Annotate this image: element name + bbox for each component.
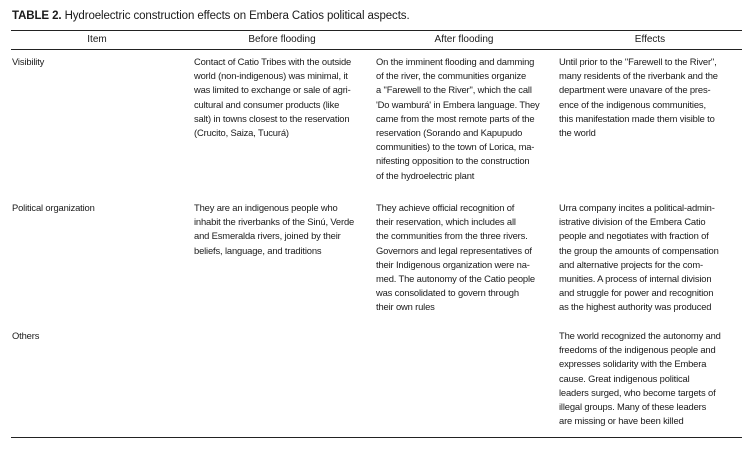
table-caption-text: Hydroelectric construction effects on Embera Catios political aspects. — [61, 10, 410, 22]
table-bottom-rule — [11, 437, 742, 438]
header-after-flooding: After flooding — [434, 34, 494, 45]
header-rule — [11, 49, 742, 50]
row-others-item: Others — [12, 330, 40, 341]
row-others-effects: The world recognized the autonomy and freedoms of the indigenous people and expresses solidarity with the Embera cause. Great indigenous political leaders surged, who become targets of illegal groups. Many of these leaders are missing or have been killed — [559, 330, 721, 427]
row-political-after: They achieve official recognition of their reservation, which includes all the communities from the three rivers. Governors and legal representatives of their Indigenous organization were na- med. The autonomy of the Catio people was consolidated to govern through their own rules — [376, 202, 535, 313]
header-effects: Effects — [634, 34, 666, 45]
row-political-effects: Urra company incites a political-admin- istrative division of the Embera Catio people and negotiates with fraction of the group the amounts of compensation and alternative projects for the com- munities. A process of internal division and struggle for power and recognition as the highest authority was produced — [559, 202, 719, 313]
table-caption — [12, 8, 742, 24]
row-visibility-item: Visibility — [12, 56, 45, 67]
table-caption-label: TABLE 2. — [12, 10, 62, 22]
header-before-flooding: Before flooding — [248, 34, 316, 45]
row-visibility-after: On the imminent flooding and damming of the river, the communities organize a "Farewell to the River", which the call 'Do wamburá' in Embera language. They came from the most remote parts of the reservation (Sorando and Kapupudo communities) to the town of Lorica, ma- nifesting opposition to the construction of the hydroelectric plant — [376, 56, 540, 181]
row-political-item: Political organization — [12, 202, 95, 213]
row-visibility-effects: Until prior to the "Farewell to the River", many residents of the riverbank and the department were unavare of the pres- ence of the indigenous communities, this manifestation made them visible to the world — [559, 56, 718, 139]
header-item: Item — [87, 34, 107, 45]
table-top-rule — [11, 30, 742, 31]
row-political-before: They are an indigenous people who inhabit the riverbanks of the Sinú, Verde and Esmeralda rivers, joined by their beliefs, language, and traditions — [194, 202, 355, 256]
row-visibility-before: Contact of Catio Tribes with the outside world (non-indigenous) was minimal, it was limited to exchange or sale of agri- cultural and consumer products (like salt) in towns closest to the reservation (Crucito, Saiza, Tucurá) — [194, 56, 352, 139]
